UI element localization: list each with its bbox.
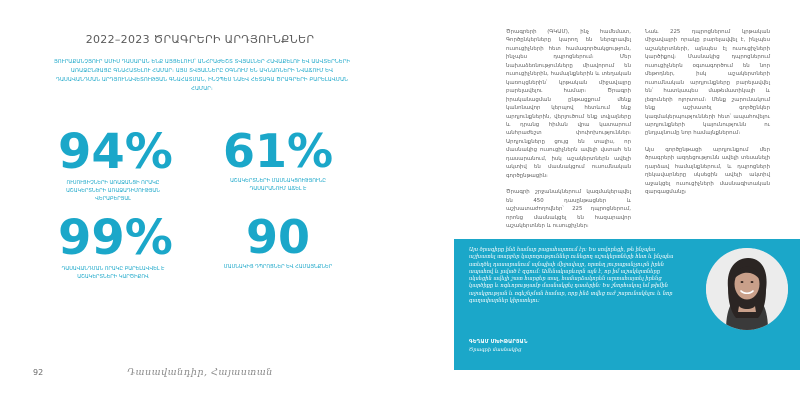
stat-block (223, 210, 333, 271)
paragraph: Ծրագրի շրջանակներում կազմակերպվել են 450 դասընթացներ և աշխատաժողովներ՝ 225 դպրոցներում, որոնց մասնակցել են հազարավոր աշակերտներ և ուսուցիչներ։ (506, 189, 631, 229)
testimonial-quote: Այս ծրագիրը ինձ համար բացահայտում էր։ Ես սովորեցի, թե ինչպես աշխատել տարբեր կարողություններ ունեցող աշակերտների հետ և ինչպես ստեղծել դասարանում այնպիսի միջավայր, որտեղ յուրաքանչյուրն իրեն ապահով և լսված է զգում։ Ամենակարևորն այն է, որ իմ աշակերտները սկսեցին ավելի շատ հարցեր տալ, համարձակորեն արտահայտել իրենց կարծիքը և ոգևորությամբ մասնակցել դասերին։ Ես շնորհակալ եմ թիմին աջակցության և ոգեշնչման համար, որը ինձ տվեց ուժ շարունակելու և նոր գաղափարներ կիրառելու։ (469, 247, 674, 305)
stat-block (58, 124, 173, 203)
stat-label: ՈՒՍՈՒՑԻՉՆԵՐԻ ԱՌԱՋԱՆՑԻ ՈՐԱԿԸ ԱՇԱԿԵՐՏՆԵՐԻ ԱՌԱՋԱԴԻՄՈՒԹՅԱՆ ՎԵՐԱԲԵՐՅԱԼ (66, 180, 160, 202)
stat-value: 90 (245, 210, 310, 264)
stat-label: ԱՇԱԿԵՐՏՆԵՐԻ ՄԱՍՆԱԿՑՈՒԹՅՈՒՆԸ ԴԱՍԱՐԱՆՈՒՄ ԱՃԵԼ Է (230, 178, 326, 192)
right-page (400, 0, 800, 400)
stat-value: 94% (58, 124, 173, 180)
page-number: 92 (33, 368, 44, 377)
stat-block (223, 124, 334, 193)
paragraph: Նաև 225 դպրոցներում կրթական միջավայրի որակը բարելավվել է, ինչպես աշակերտների, այնպես էլ ուսուցիչների կարծիքով։ Մասնակից դպրոցներում ուսուցիչներն օգտագործում են նոր մեթոդներ, իսկ աշակերտների ուսումնական արդյունքները բարելավվել են՝ հատկապես մաթեմատիկայի և լեզուների ոլորտում։ Մենք շարունակում ենք աշխատել գործընկեր կազմակերպությունների հետ՝ ապահովելու արդյունքների կայունությունն ու ընդլայնումը նոր համայնքներում։ (645, 29, 770, 137)
testimonial-box (454, 239, 800, 370)
portrait-photo (706, 248, 788, 330)
testimonial-role: Ծրագրի մասնակից (469, 347, 522, 353)
stat-block (58, 210, 173, 281)
paragraph: Այս գործընթացի արդյունքում մեր ծրագրերի ազդեցությունն ավելի տեսանելի դարձավ համայնքներում, և դպրոցների ղեկավարները սկսեցին ավելի ակտիվ աջակցել ուսուցիչների մասնագիտական զարգացմանը։ (645, 146, 770, 196)
footer-title: Դասավանդիր, Հայաստան (127, 367, 273, 378)
testimonial-author: ԳԵՂԱՄ ՄԽԻԹԱՐՅԱՆ (469, 339, 528, 345)
portrait-illustration (706, 248, 788, 330)
stat-label: ԴԱՍԱՎԱՆԴՄԱՆ ՈՐԱԿԸ ԲԱՐԵԼԱՎՎԵԼ Է ԱՇԱԿԵՐՏՆԵՐԻ ԿԱՐԾԻՔՈՎ (61, 266, 165, 280)
stat-value: 61% (223, 124, 334, 178)
stat-value: 99% (58, 210, 173, 266)
paragraph: Ծրագրերի (ԳԿԱՄ), ինչ համեմատ, Գործընկերները կարող են ներգրավել ուսուցիչների հետ համագործակցություն, ինչպես դպրոցներում։ Մեր նախաձեռնությունները միավորում են ուսուցիչներին, համայնքներին և տեղական կառույցներին՝ կրթական միջավայրը բարելավելու համար։ Ծրագրի իրականացման ընթացքում մենք կանոնավոր կերպով հետևում ենք արդյունքներին, վերլուծում ենք տվյալները և դրանց հիման վրա կատարում անհրաժեշտ փոփոխություններ։ Արդյունքները ցույց են տալիս, որ մասնակից ուսուցիչներն ավելի վստահ են դասարանում, իսկ աշակերտներն ավելի ակտիվ են մասնակցում ուսումնական գործընթացին։ (506, 29, 631, 179)
page-title: 2022–2023 ԾՐԱԳՐԵՐԻ ԱՐԴՅՈՒՆՔՆԵՐ (85, 33, 315, 46)
text-column-b (645, 28, 770, 197)
text-column-a (506, 28, 631, 230)
stat-label: ՄԱՍՆԱԿԻՑ ԴՊՐՈՑՆԵՐ ԵՎ ՀԱՄԱՅՆՔՆԵՐ (223, 264, 333, 270)
body-columns (506, 28, 770, 238)
intro-text: ՅՈՒՐԱՔԱՆՉՅՈՒՐ ԱՄԻՍ ԴԱՍԱՐԱՆ ԵՆՔ ԱՅՑԵԼՈՒՄ՝ ԱՆՀՐԱԺԵՇՏ ՏՎՅԱԼՆԵՐ ՀԱՎԱՔԵԼՈՒ ԵՎ ԱԱՎՏԵՐՆԵՐԻ ԱՌԱՋԸՆԹԱՑԸ ԳՆԱՀԱՏԵԼՈՒ ՀԱՄԱՐ։ ԱՅՍ ՏՎՅԱԼՆԵՐԸ ՕԳՆՈՒՄ ԵՆ ԱԿՆԱՌՆԵՐԻ ՆՎԱՃՈՒՄ ԵՎ ԴԱՍԱՎԱՆԴՄԱՆ ԱՐԴՅՈՒՆԱՎԵՏՈՒԹՅԱՆ ԳՆԱՀԱՏՄԱՆ, ԻՆՉՊԵՍ ՆԱԵՎ ՀԵՏԱԳԱ ԾՐԱԳՐԵՐԻ ԲԱՐԵԼԱՎՄԱՆ ՀԱՄԱՐ։ (53, 59, 351, 92)
